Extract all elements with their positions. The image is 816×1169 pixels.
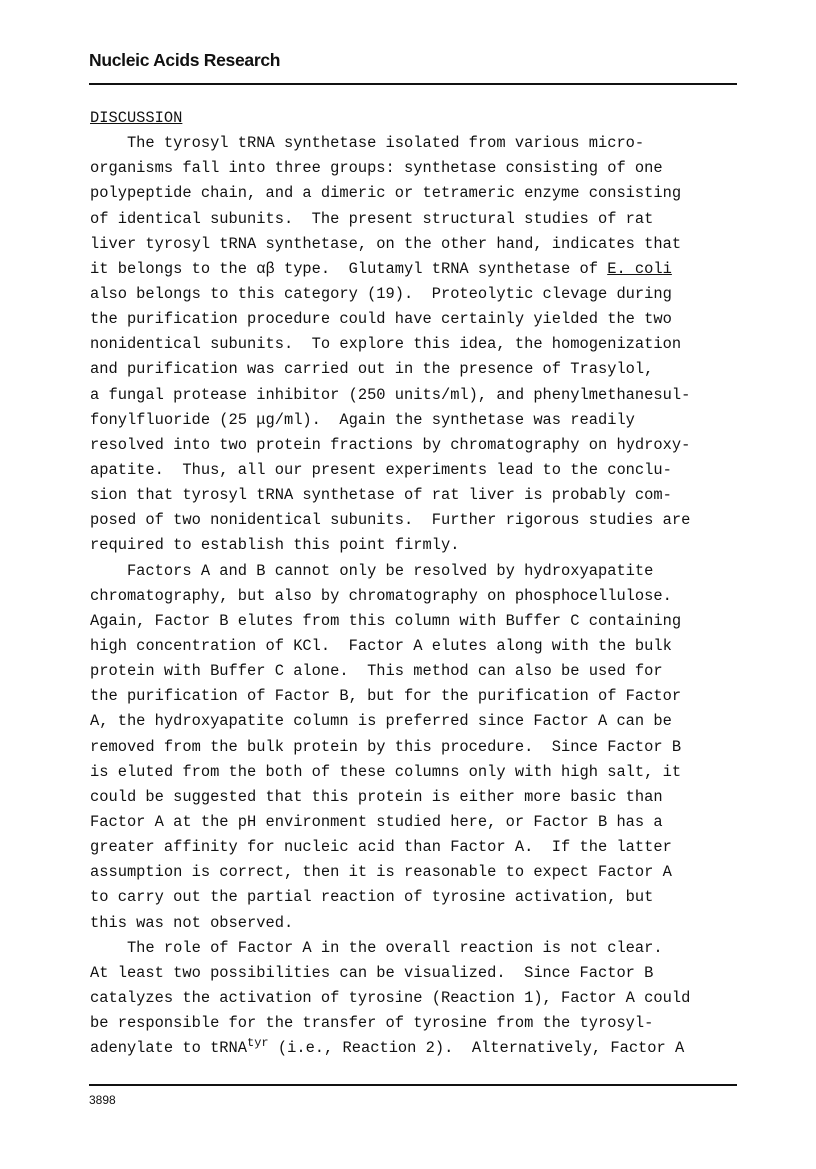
text-line: a fungal protease inhibitor (250 units/ml), and phenylmethanesul- [90,385,691,404]
text-line: is eluted from the both of these columns only with high salt, it [90,762,682,781]
text-line: liver tyrosyl tRNA synthetase, on the other hand, indicates that [90,234,682,253]
text-line: apatite. Thus, all our present experiments lead to the conclu- [90,460,672,479]
text-line: At least two possibilities can be visualized. Since Factor B [90,963,654,982]
text-line: organisms fall into three groups: synthetase consisting of one [90,159,663,178]
journal-title: Nucleic Acids Research [89,50,281,70]
text-line: protein with Buffer C alone. This method can also be used for [90,662,663,681]
paragraph-3 [90,936,750,1062]
text-line: the purification procedure could have certainly yielded the two [90,310,672,329]
text-line: high concentration of KCl. Factor A elutes along with the bulk [90,636,672,655]
text-line: sion that tyrosyl tRNA synthetase of rat liver is probably com- [90,486,672,505]
text-line [90,257,750,282]
species-name: E. coli [607,259,672,278]
text-line: removed from the bulk protein by this procedure. Since Factor B [90,737,682,756]
text-line: nonidentical subunits. To explore this idea, the homogenization [90,335,682,354]
header-rule [89,83,737,85]
text-line: be responsible for the transfer of tyrosine from the tyrosyl- [90,1014,654,1033]
text-line: catalyzes the activation of tyrosine (Reaction 1), Factor A could [90,988,691,1007]
text-line-part: (i.e., Reaction 2). Alternatively, Factor A [268,1039,685,1058]
superscript-tyr: tyr [247,1036,269,1051]
page-number: 3898 [89,1093,116,1107]
text-line: of identical subunits. The present structural studies of rat [90,209,654,228]
text-line: A, the hydroxyapatite column is preferred since Factor A can be [90,712,672,731]
section-heading: DISCUSSION [90,109,183,127]
text-line: to carry out the partial reaction of tyrosine activation, but [90,888,654,907]
text-line [90,1036,750,1061]
text-line: assumption is correct, then it is reasonable to expect Factor A [90,863,672,882]
paragraph-2 [90,559,750,936]
paragraph-1 [90,131,750,558]
text-line: and purification was carried out in the presence of Trasylol, [90,360,654,379]
text-line: fonylfluoride (25 μg/ml). Again the synthetase was readily [90,410,635,429]
text-line: posed of two nonidentical subunits. Further rigorous studies are [90,511,691,530]
text-line: the purification of Factor B, but for the purification of Factor [90,687,682,706]
text-line-part: adenylate to tRNA [90,1039,248,1058]
text-line: could be suggested that this protein is either more basic than [90,787,663,806]
text-line: Again, Factor B elutes from this column with Buffer C containing [90,611,682,630]
text-line: The tyrosyl tRNA synthetase isolated from various micro- [90,134,645,153]
text-line: Factors A and B cannot only be resolved by hydroxyapatite [90,561,654,580]
text-line: also belongs to this category (19). Proteolytic clevage during [90,284,672,303]
text-line: Factor A at the pH environment studied here, or Factor B has a [90,812,663,831]
text-line: chromatography, but also by chromatography on phosphocellulose. [90,586,672,605]
article-body [90,106,750,1061]
text-line: polypeptide chain, and a dimeric or tetrameric enzyme consisting [90,184,682,203]
text-line: greater affinity for nucleic acid than Factor A. If the latter [90,838,672,857]
text-line: this was not observed. [90,913,294,932]
text-line-part: it belongs to the αβ type. Glutamyl tRNA synthetase of [90,259,608,278]
footer-rule [89,1084,737,1086]
text-line: resolved into two protein fractions by chromatography on hydroxy- [90,435,691,454]
text-line: The role of Factor A in the overall reaction is not clear. [90,938,663,957]
text-line: required to establish this point firmly. [90,536,460,555]
